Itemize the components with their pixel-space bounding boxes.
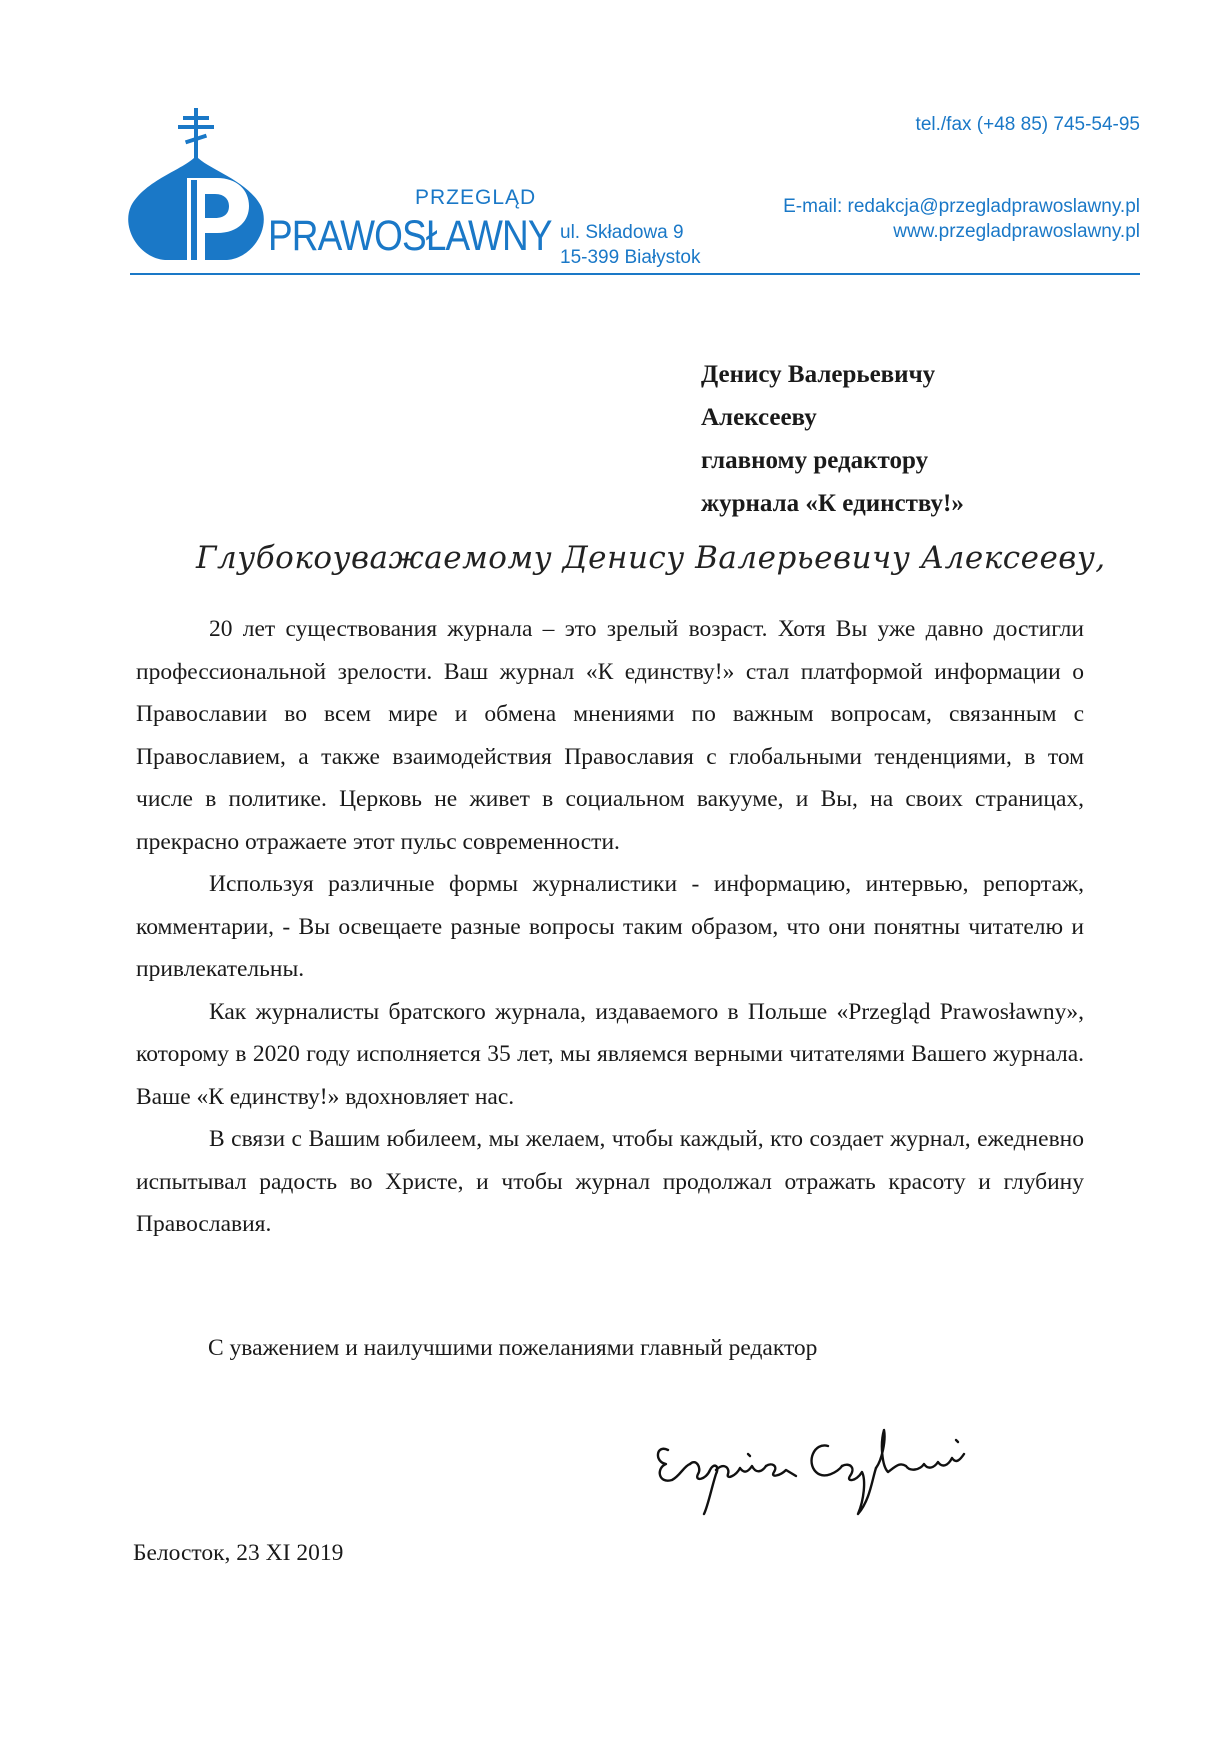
letter-body [136,608,1084,1246]
addressee-line: главному редактору [701,447,929,474]
postal-address [560,220,700,270]
addressee-line: Денису Валерьевичу [701,361,936,388]
body-paragraph: Используя различные формы журналистики - информацию, интервью, репортаж, комментарии, - Вы освещаете разные вопросы таким образом, что они понятны читателю и привлекательны. [136,871,1084,982]
place-and-date: Белосток, 23 XI 2019 [133,1540,344,1566]
brand-subtitle: PRZEGLĄD [415,186,537,209]
addressee-block [701,353,964,525]
letterhead-divider [130,273,1140,275]
handwritten-signature [650,1410,990,1530]
body-paragraph: 20 лет существования журнала – это зрелый возраст. Хотя Вы уже давно достигли профессиональной зрелости. Ваш журнал «К единству!» стал платформой информации о Православии во всем мире и обмена мнениями по важным вопросам, связанным с Православием, а также взаимодействия Православия с глобальными тенденциями, в том числе в политике. Церковь не живет в социальном вакууме, и Вы, на своих страницах, прекрасно отражаете этот пульс современности. [136,616,1084,855]
contact-block [783,112,1140,244]
address-street: ul. Składowa 9 [560,222,684,243]
address-city: 15-399 Białystok [560,247,701,268]
email-address: E-mail: redakcja@przegladprawoslawny.pl [783,196,1140,217]
brand-title: PRAWOSŁAWNY [268,212,552,260]
closing-line: С уважением и наилучшими пожеланиями главный редактор [208,1335,818,1361]
addressee-line: журнала «К единству!» [701,490,964,517]
phone-fax: tel./fax (+48 85) 745-54-95 [915,114,1140,135]
handwritten-greeting: Глубокоуважаемому Денису Валерьевичу Алексееву, [196,540,1106,576]
body-paragraph: Как журналисты братского журнала, издаваемого в Польше «Przegląd Prawosławny», которому в 2020 году исполняется 35 лет, мы являемся верными читателями Вашего журнала. Ваше «К единству!» вдохновляет нас. [136,998,1084,1110]
website-link: www.przegladprawoslawny.pl [893,221,1140,242]
body-paragraph: В связи с Вашим юбилеем, мы желаем, чтобы каждый, кто создает журнал, ежедневно испытывал радость во Христе, и чтобы журнал продолжал отражать красоту и глубину Православия. [136,1126,1084,1237]
addressee-line: Алексееву [701,404,817,431]
